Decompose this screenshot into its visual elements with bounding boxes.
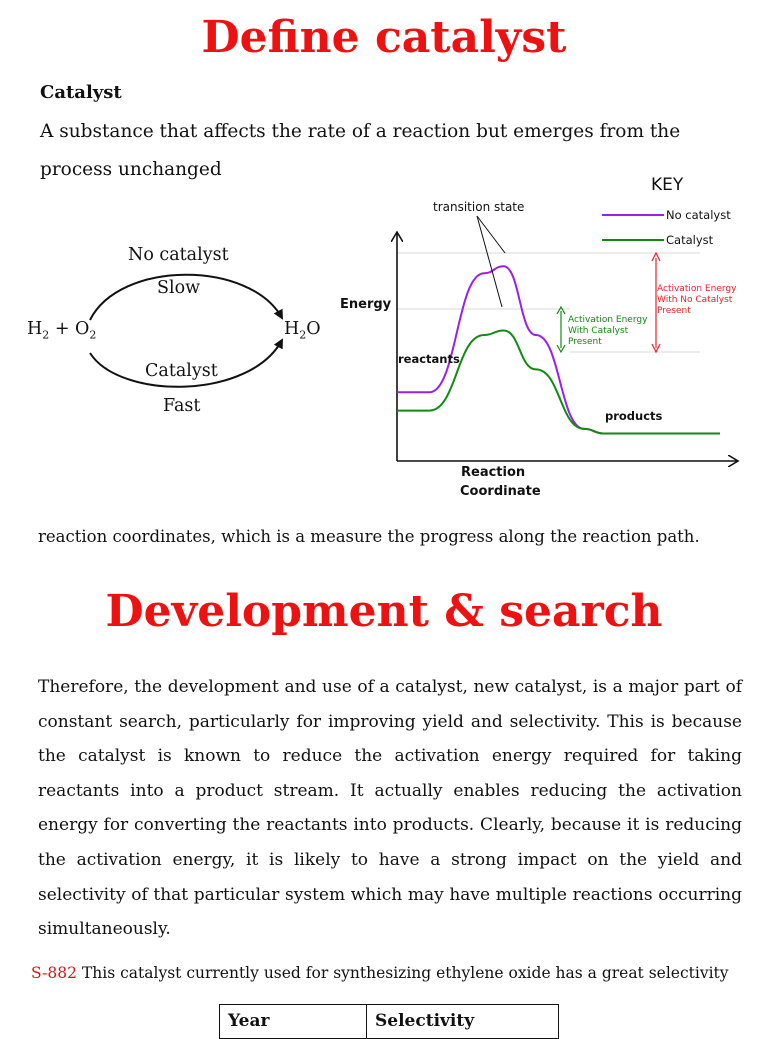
- key-label-catalyst: Catalyst: [666, 233, 714, 247]
- table-header-year: Year: [220, 1005, 367, 1039]
- fast-label: Fast: [163, 396, 201, 416]
- s882-note: [31, 964, 729, 982]
- ea-no-catalyst-label-1: Activation Energy: [657, 284, 737, 294]
- s882-code: S-882: [31, 964, 78, 982]
- body-paragraph: Therefore, the development and use of a catalyst, new catalyst, is a major part of constant search, particularly for improving yield and selectivity. This is because the catalyst is known to reduce the activation energy required for taking reactants into a product stream. It actually enables reducing the activation energy for converting the reactants into products. Clearly, because it is reducing the activation energy, it is likely to have a strong impact on the yield and selectivity of that particular system which may have multiple reactions occurring simultaneously.: [38, 677, 742, 940]
- slow-label: Slow: [157, 278, 201, 298]
- key-title: KEY: [651, 175, 684, 195]
- ea-catalyst-label-1: Activation Energy: [568, 315, 648, 325]
- ea-no-catalyst-label-2: With No Catalyst: [657, 295, 733, 305]
- no-catalyst-label: No catalyst: [128, 245, 229, 265]
- product-formula: $H_2O$: [284, 319, 321, 342]
- ts-pointer-line: [477, 216, 502, 307]
- x-axis-label-line1: Reaction: [461, 465, 526, 480]
- ea-no-catalyst-label-3: Present: [657, 306, 691, 316]
- selectivity-table: [219, 1004, 559, 1039]
- definition-line-2: process unchanged: [40, 159, 222, 180]
- key-label-no-catalyst: No catalyst: [666, 208, 731, 222]
- term-heading: Catalyst: [40, 82, 122, 103]
- y-axis-label: Energy: [340, 297, 392, 312]
- ea-catalyst-label-3: Present: [568, 337, 602, 347]
- reactants-label: reactants: [398, 352, 460, 366]
- transition-state-label: transition state: [433, 200, 525, 214]
- curve-catalyst: [397, 331, 720, 434]
- reactants-formula: $H_2 + O_2$: [27, 319, 97, 342]
- caption: reaction coordinates, which is a measure the progress along the reaction path.: [38, 527, 700, 546]
- products-label: products: [605, 409, 663, 423]
- reaction-pathway-diagram: [20, 240, 340, 425]
- ts-pointer-line: [477, 216, 505, 253]
- s882-text: This catalyst currently used for synthesizing ethylene oxide has a great selectivity: [77, 964, 729, 982]
- x-axis-label-line2: Coordinate: [460, 484, 541, 499]
- catalyst-label: Catalyst: [145, 361, 218, 381]
- ea-catalyst-label-2: With Catalyst: [568, 326, 629, 336]
- energy-diagram-chart: [330, 170, 760, 505]
- table-header-row: [220, 1005, 559, 1039]
- table-header-selectivity: Selectivity: [367, 1005, 559, 1039]
- definition-line-1: A substance that affects the rate of a reaction but emerges from the: [40, 121, 681, 142]
- page-title: Define catalyst: [201, 12, 567, 63]
- section-heading: Development & search: [105, 586, 663, 637]
